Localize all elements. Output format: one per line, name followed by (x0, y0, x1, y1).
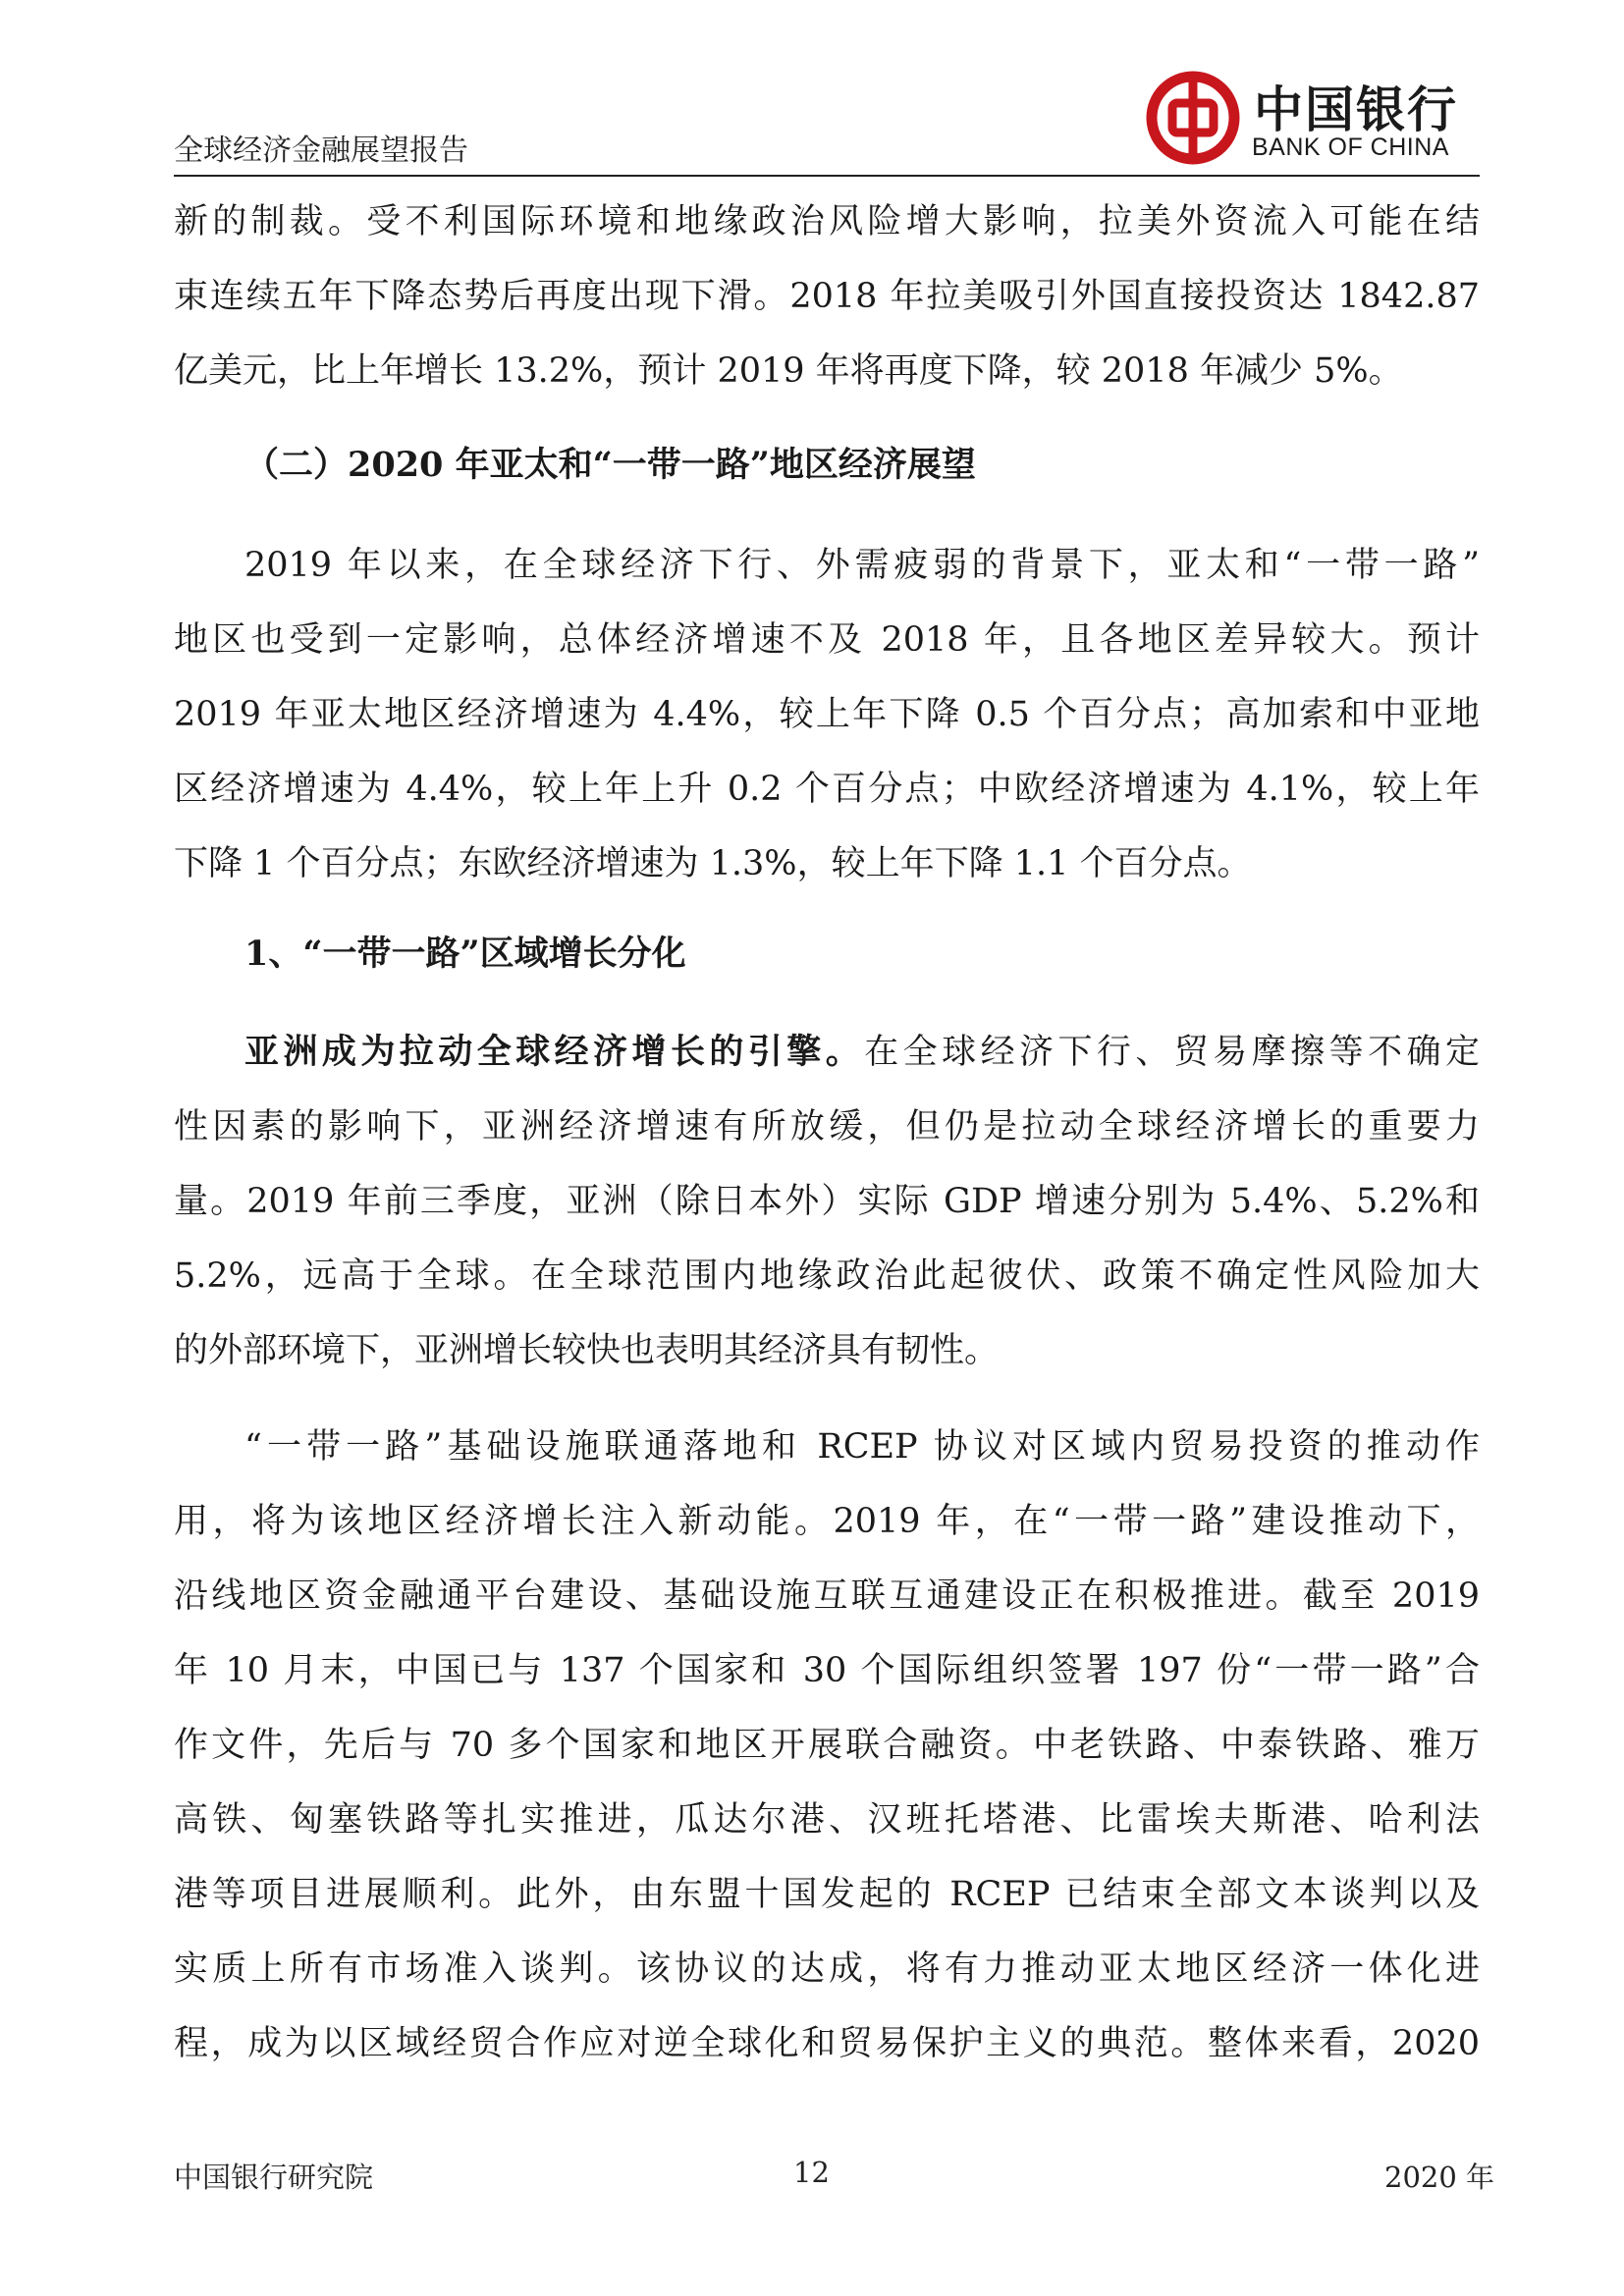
paragraph-text: 在全球经济下行、贸易摩擦等不确定 (864, 1033, 1480, 1072)
paragraph-line: 5.2%，远高于全球。在全球范围内地缘政治此起彼伏、政策不确定性风险加大 (174, 1256, 1480, 1296)
report-title: 全球经济金融展望报告 (174, 133, 468, 168)
paragraph-line: 用，将为该地区经济增长注入新动能。2019 年，在“一带一路”建设推动下， (174, 1502, 1480, 1541)
paragraph-line: 港等项目进展顺利。此外，由东盟十国发起的 RCEP 已结束全部文本谈判以及 (174, 1875, 1480, 1914)
paragraph-line: 量。2019 年前三季度，亚洲（除日本外）实际 GDP 增速分别为 5.4%、5.2%和 (174, 1182, 1480, 1221)
paragraph-line: 的外部环境下，亚洲增长较快也表明其经济具有韧性。 (174, 1331, 1000, 1370)
paragraph-line: 2019 年以来，在全球经济下行、外需疲弱的背景下，亚太和“一带一路” (244, 546, 1480, 585)
paragraph-line: 性因素的影响下，亚洲经济增速有所放缓，但仍是拉动全球经济增长的重要力 (174, 1107, 1480, 1147)
paragraph-line: “一带一路”基础设施联通落地和 RCEP 协议对区域内贸易投资的推动作 (244, 1427, 1480, 1467)
paragraph-line: 程，成为以区域经贸合作应对逆全球化和贸易保护主义的典范。整体来看，2020 (174, 2024, 1480, 2063)
logo-english-name: BANK OF CHINA (1252, 133, 1449, 161)
header-divider (174, 175, 1480, 177)
paragraph-line: 年 10 月末，中国已与 137 个国家和 30 个国际组织签署 197 份“一带一路”合 (174, 1651, 1480, 1690)
paragraph-line: 地区也受到一定影响，总体经济增速不及 2018 年，且各地区差异较大。预计 (174, 620, 1480, 660)
lead-sentence: 亚洲成为拉动全球经济增长的引擎。 (244, 1032, 865, 1072)
paragraph-line: 区经济增速为 4.4%，较上年上升 0.2 个百分点；中欧经济增速为 4.1%，较上年 (174, 770, 1480, 809)
paragraph-line: 作文件，先后与 70 多个国家和地区开展联合融资。中老铁路、中泰铁路、雅万 (174, 1726, 1480, 1765)
paragraph-line: 2019 年亚太地区经济增速为 4.4%，较上年下降 0.5 个百分点；高加索和中亚地 (174, 695, 1480, 734)
paragraph-line: 高铁、匈塞铁路等扎实推进，瓜达尔港、汉班托塔港、比雷埃夫斯港、哈利法 (174, 1800, 1480, 1840)
subsection-heading: 1、“一带一路”区域增长分化 (244, 934, 686, 974)
paragraph-line: 亿美元，比上年增长 13.2%，预计 2019 年将再度下降，较 2018 年减少 5%。 (174, 351, 1403, 391)
boc-emblem-icon (1144, 69, 1242, 167)
footer-year: 2020 年 (1384, 2161, 1495, 2194)
paragraph-line: 束连续五年下降态势后再度出现下滑。2018 年拉美吸引外国直接投资达 1842.87 (174, 277, 1480, 316)
bank-logo (1144, 69, 1497, 167)
paragraph-line: 实质上所有市场准入谈判。该协议的达成，将有力推动亚太地区经济一体化进 (174, 1949, 1480, 1989)
page-number: 12 (793, 2156, 830, 2189)
paragraph-line: 下降 1 个百分点；东欧经济增速为 1.3%，较上年下降 1.1 个百分点。 (174, 844, 1252, 883)
paragraph-line (244, 1023, 1480, 1082)
paragraph-line: 沿线地区资金融通平台建设、基础设施互联互通建设正在积极推进。截至 2019 (174, 1576, 1480, 1616)
footer-institution: 中国银行研究院 (174, 2161, 374, 2194)
logo-chinese-name: 中国银行 (1254, 80, 1458, 138)
section-heading: （二）2020 年亚太和“一带一路”地区经济展望 (244, 445, 976, 485)
paragraph-line: 新的制裁。受不利国际环境和地缘政治风险增大影响，拉美外资流入可能在结 (174, 202, 1480, 241)
